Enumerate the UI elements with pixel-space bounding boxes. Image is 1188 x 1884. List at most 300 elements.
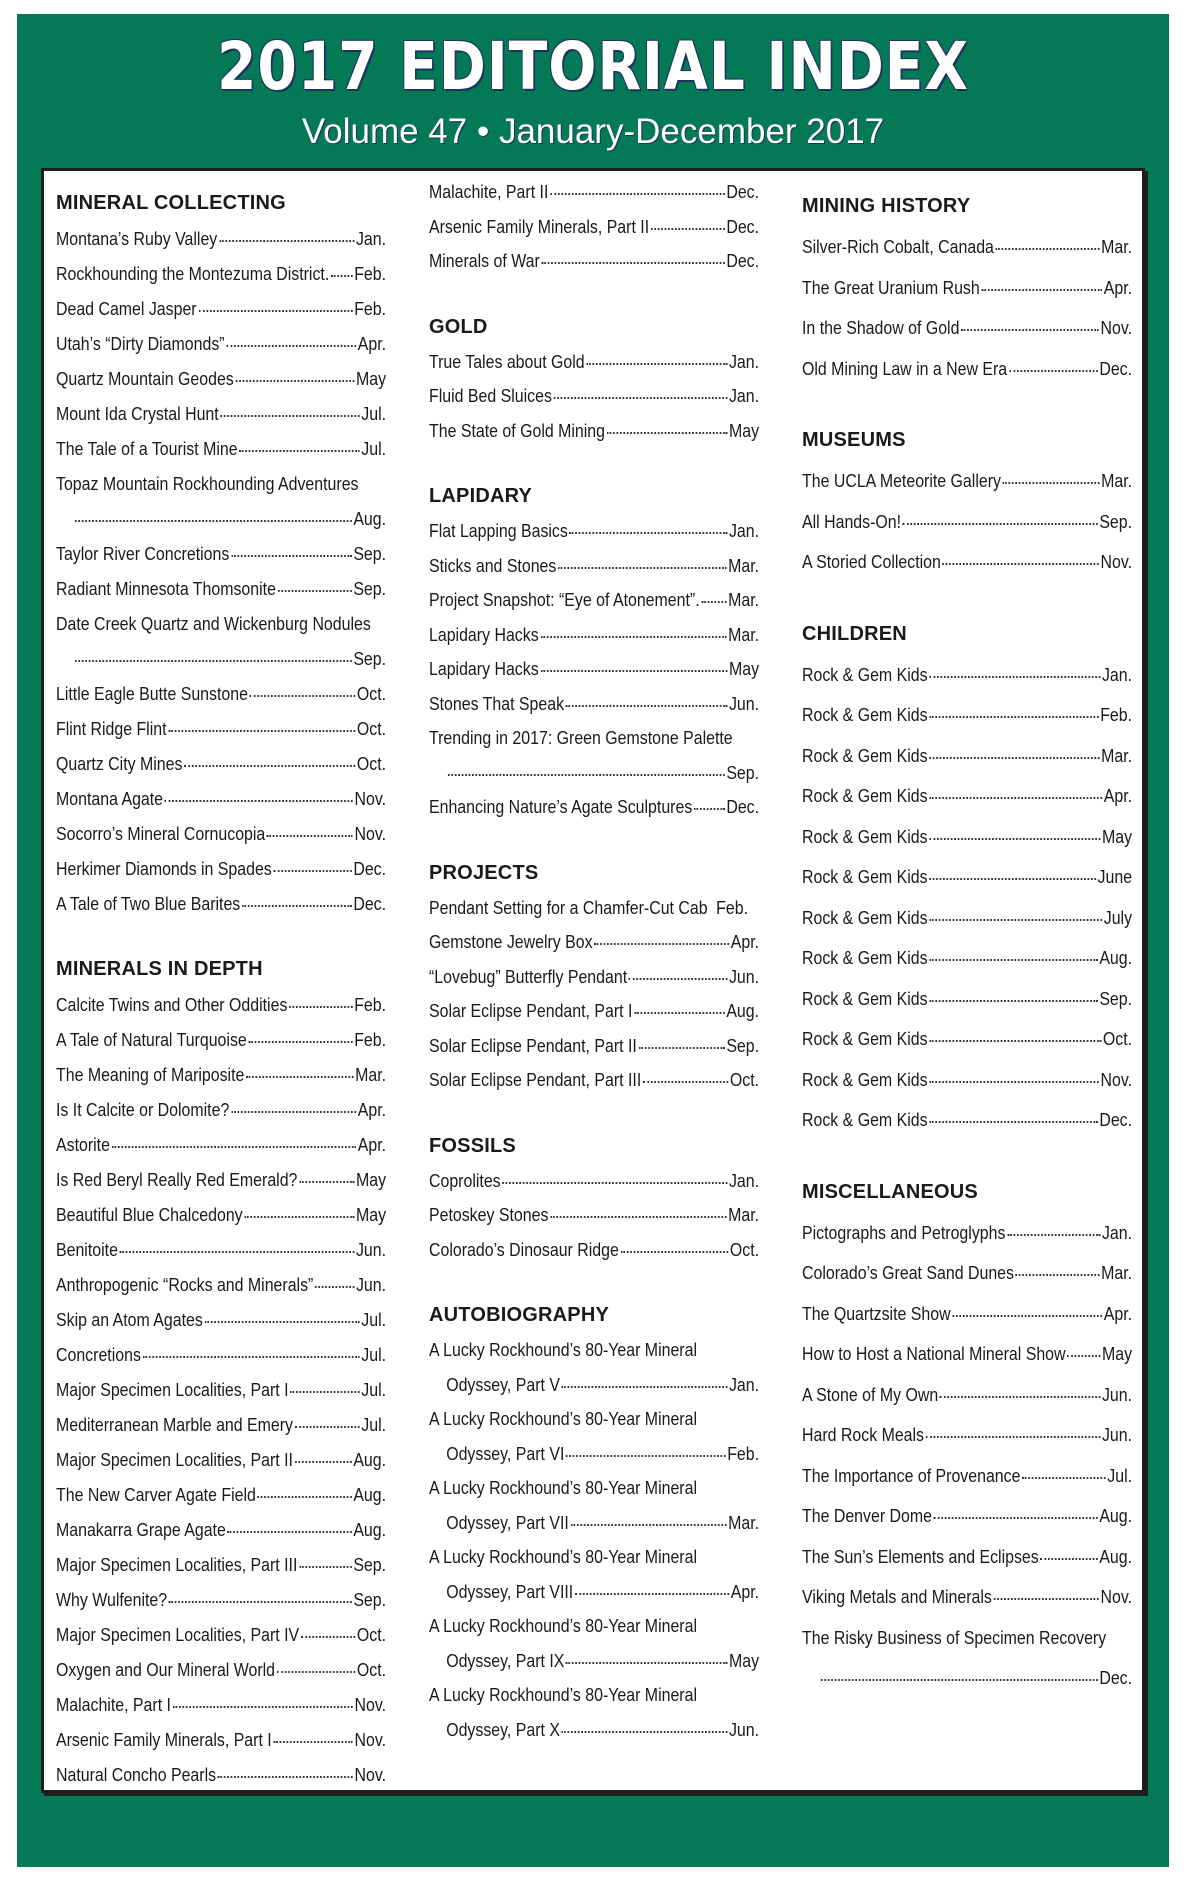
entry-title: Rock & Gem Kids <box>802 1109 928 1130</box>
entry-title: Old Mining Law in a New Era <box>802 357 1008 379</box>
index-section <box>429 175 759 279</box>
entry-title: A Lucky Rockhound’s 80-Year Mineral <box>429 1546 697 1567</box>
entry-month: Oct. <box>729 1238 760 1260</box>
dot-leader <box>629 978 727 980</box>
dot-leader <box>952 1315 1102 1317</box>
section-heading: MINERAL COLLECTING <box>56 192 286 214</box>
entry-month: Oct. <box>356 683 387 704</box>
index-entry <box>429 379 759 414</box>
entry-month: Nov. <box>354 1764 387 1785</box>
entry-title-continued: Odyssey, Part IX <box>446 1649 565 1671</box>
index-entry <box>56 987 386 1022</box>
dot-leader <box>934 1517 1098 1519</box>
entry-month: Jun. <box>728 692 760 714</box>
dot-leader <box>694 808 725 810</box>
index-entry <box>429 994 759 1029</box>
entry-title: Fluid Bed Sluices <box>429 385 552 406</box>
dot-leader <box>929 1040 1101 1042</box>
index-column-2 <box>429 175 759 1777</box>
index-entry <box>429 1368 759 1403</box>
entry-title: A Lucky Rockhound’s 80-Year Mineral <box>429 1339 697 1360</box>
dot-leader <box>929 1000 1097 1002</box>
entry-title: A Stone of My Own <box>802 1383 939 1405</box>
dot-leader <box>218 1776 353 1778</box>
entry-month: Feb. <box>354 298 387 319</box>
index-entry <box>429 1063 759 1098</box>
index-panel <box>17 14 1169 1867</box>
entry-month: Nov. <box>354 1729 387 1750</box>
entry-title: Gemstone Jewelry Box <box>429 931 593 952</box>
entry-title-continued: Odyssey, Part VIII <box>446 1580 574 1602</box>
entry-title: Viking Metals and Minerals <box>802 1586 992 1607</box>
index-entry <box>802 1294 1132 1335</box>
index-column-1 <box>56 185 386 1822</box>
entry-month: Mar. <box>728 1204 760 1225</box>
entry-month: Feb. <box>354 1029 387 1050</box>
entry-month: Apr. <box>357 1099 387 1120</box>
entry-month: Sep. <box>353 1554 387 1575</box>
dot-leader <box>929 757 1099 759</box>
entry-title: Rock & Gem Kids <box>802 906 928 928</box>
dot-leader <box>643 1081 728 1083</box>
entry-title: Flat Lapping Basics <box>429 520 568 541</box>
index-entry <box>802 1658 1132 1699</box>
index-entry <box>429 244 759 279</box>
dot-leader <box>540 670 727 672</box>
entry-title: Taylor River Concretions <box>56 543 230 564</box>
dot-leader <box>239 450 359 452</box>
entry-title: Arsenic Family Minerals, Part I <box>56 1729 272 1750</box>
entry-title: Calcite Twins and Other Oddities <box>56 994 288 1015</box>
index-section <box>429 1297 759 1747</box>
entry-title: Solar Eclipse Pendant, Part III <box>429 1069 642 1090</box>
dot-leader <box>634 1012 724 1014</box>
dot-leader <box>273 1741 352 1743</box>
dot-leader <box>550 193 725 195</box>
entry-title-continued: Odyssey, Part VII <box>446 1511 569 1533</box>
index-column-3 <box>802 185 1132 1729</box>
entry-month: Jul. <box>361 403 387 424</box>
index-entry <box>56 256 386 291</box>
entry-month: Jan. <box>728 350 760 372</box>
dot-leader <box>1022 1477 1105 1479</box>
entry-title: Pendant Setting for a Chamfer-Cut Cab <box>429 896 708 918</box>
index-entry <box>802 1100 1132 1141</box>
dot-leader <box>205 1321 360 1323</box>
dot-leader <box>575 1593 729 1595</box>
entry-month: Nov. <box>1100 1068 1133 1090</box>
entry-title: A Tale of Two Blue Barites <box>56 893 241 914</box>
entry-month: Mar. <box>1101 1262 1133 1283</box>
dot-leader <box>301 1636 355 1638</box>
entry-title: Mediterranean Marble and Emery <box>56 1414 293 1435</box>
entry-month: Apr. <box>357 333 387 354</box>
entry-month: Oct. <box>356 1659 387 1680</box>
entry-month: Sep. <box>1099 510 1133 532</box>
index-entry <box>429 345 759 380</box>
entry-title: Rock & Gem Kids <box>802 1068 928 1090</box>
entry-title: True Tales about Gold <box>429 350 585 372</box>
index-entry <box>56 1722 386 1757</box>
index-entry <box>429 1506 759 1541</box>
entry-month: Jun. <box>1101 1383 1133 1405</box>
entry-title: A Lucky Rockhound’s 80-Year Mineral <box>429 1408 697 1429</box>
entry-month: Jul. <box>361 438 387 459</box>
dot-leader <box>1067 1355 1100 1357</box>
entry-month: May <box>728 419 760 441</box>
entry-month: Aug. <box>1099 1545 1133 1567</box>
entry-month: Jun. <box>1101 1424 1133 1445</box>
dot-leader <box>926 1436 1101 1438</box>
entry-month: Oct. <box>356 753 387 774</box>
entry-title: Is Red Beryl Really Red Emerald? <box>56 1169 298 1190</box>
entry-title: Quartz Mountain Geodes <box>56 368 234 389</box>
entry-title-continued: Odyssey, Part VI <box>446 1442 565 1464</box>
entry-title: Colorado’s Dinosaur Ridge <box>429 1238 619 1260</box>
index-entry <box>56 1232 386 1267</box>
entry-month: Jun. <box>355 1274 387 1295</box>
entry-month: Oct. <box>1102 1028 1133 1049</box>
entry-title: Hard Rock Meals <box>802 1424 925 1445</box>
index-entry <box>802 817 1132 858</box>
entry-title: Enhancing Nature’s Agate Sculptures <box>429 796 693 817</box>
dot-leader <box>250 695 355 697</box>
entry-month: Aug. <box>1099 1505 1133 1526</box>
index-entry <box>56 711 386 746</box>
entry-title: Herkimer Diamonds in Spades <box>56 858 272 879</box>
dot-leader <box>929 1121 1097 1123</box>
entry-title: Why Wulfenite? <box>56 1589 168 1610</box>
entry-month: Sep. <box>726 761 760 783</box>
entry-month: Apr. <box>730 1580 760 1602</box>
dot-leader <box>929 878 1096 880</box>
dot-leader <box>929 676 1100 678</box>
dot-leader <box>242 905 352 907</box>
entry-title: Anthropogenic “Rocks and Minerals” <box>56 1274 314 1295</box>
dot-leader <box>198 310 352 312</box>
dot-leader <box>929 959 1097 961</box>
index-entry <box>429 925 759 960</box>
index-entry <box>56 851 386 886</box>
index-entry <box>802 349 1132 390</box>
index-entry <box>429 891 759 926</box>
dot-leader <box>940 1396 1100 1398</box>
entry-month: Mar. <box>1101 470 1133 491</box>
entry-title: Little Eagle Butte Sunstone <box>56 683 248 704</box>
entry-month: Sep. <box>353 543 387 564</box>
entry-month: Mar. <box>728 554 760 576</box>
entry-title: The Importance of Provenance <box>802 1464 1021 1486</box>
index-entry <box>56 326 386 361</box>
entry-title: Lapidary Hacks <box>429 623 539 645</box>
entry-title: Rock & Gem Kids <box>802 704 928 725</box>
dot-leader <box>448 774 725 776</box>
entry-title: Topaz Mountain Rockhounding Adventures <box>56 473 359 494</box>
entry-month: Aug. <box>353 1484 387 1505</box>
entry-title: Rock & Gem Kids <box>802 866 928 887</box>
index-entry <box>802 1213 1132 1254</box>
entry-month: Jan. <box>728 1169 760 1191</box>
index-entry <box>802 1253 1132 1294</box>
entry-month: Mar. <box>728 1511 760 1533</box>
index-entry <box>56 1302 386 1337</box>
section-heading: LAPIDARY <box>429 485 533 507</box>
dot-leader <box>168 730 355 732</box>
index-entry <box>802 1060 1132 1101</box>
index-entry <box>429 549 759 584</box>
index-content-box <box>41 168 1145 1793</box>
dot-leader <box>1016 1274 1100 1276</box>
dot-leader <box>1003 482 1100 484</box>
index-entry <box>802 1019 1132 1060</box>
entry-title: Project Snapshot: “Eye of Atonement”. <box>429 589 700 610</box>
entry-month: Oct. <box>356 718 387 739</box>
dot-leader <box>502 1182 727 1184</box>
index-entry <box>802 1375 1132 1416</box>
index-entry <box>802 542 1132 583</box>
dot-leader <box>639 1047 725 1049</box>
entry-month: Aug. <box>726 1000 760 1021</box>
index-entry <box>56 1442 386 1477</box>
index-entry <box>56 291 386 326</box>
index-entry <box>429 1164 759 1199</box>
dot-leader <box>929 716 1098 718</box>
index-entry <box>802 502 1132 543</box>
index-entry <box>429 1713 759 1748</box>
index-entry <box>56 781 386 816</box>
entry-month: Sep. <box>353 578 387 599</box>
entry-month: Jun. <box>728 1718 760 1740</box>
entry-title: Natural Concho Pearls <box>56 1764 217 1785</box>
entry-title: Major Specimen Localities, Part IV <box>56 1624 300 1645</box>
entry-month: Nov. <box>354 788 387 809</box>
entry-month: Aug. <box>353 1519 387 1540</box>
index-entry <box>56 1652 386 1687</box>
entry-month: Mar. <box>1101 236 1133 257</box>
index-entry <box>802 268 1132 309</box>
entry-title: Minerals of War <box>429 250 540 271</box>
dot-leader <box>169 1601 352 1603</box>
dot-leader <box>246 1076 353 1078</box>
section-heading: AUTOBIOGRAPHY <box>429 1304 610 1326</box>
index-entry <box>429 1437 759 1472</box>
index-entry <box>56 1267 386 1302</box>
entry-title: Astorite <box>56 1134 110 1155</box>
index-entry <box>802 695 1132 736</box>
entry-month: Oct. <box>729 1069 760 1090</box>
entry-title: Beautiful Blue Chalcedony <box>56 1204 243 1225</box>
entry-title: Rock & Gem Kids <box>802 663 928 685</box>
dot-leader <box>228 1531 352 1533</box>
index-entry <box>56 1617 386 1652</box>
index-entry <box>56 1687 386 1722</box>
index-section <box>429 309 759 449</box>
index-entry <box>802 736 1132 777</box>
index-entry <box>429 210 759 245</box>
entry-month: Jan. <box>728 520 760 541</box>
entry-month: May <box>728 1649 760 1671</box>
dot-leader <box>165 800 353 802</box>
dot-leader <box>586 363 727 365</box>
dot-leader <box>996 248 1100 250</box>
entry-month: Dec. <box>726 796 760 817</box>
dot-leader <box>566 1662 727 1664</box>
dot-leader <box>120 1251 355 1253</box>
entry-title: Rock & Gem Kids <box>802 785 928 806</box>
index-entry <box>56 396 386 431</box>
entry-month: May <box>355 1169 387 1190</box>
entry-month: Mar. <box>1101 744 1133 766</box>
index-entry <box>56 1547 386 1582</box>
dot-leader <box>961 329 1099 331</box>
entry-title: The Quartzsite Show <box>802 1302 951 1324</box>
section-heading: MISCELLANEOUS <box>802 1180 978 1203</box>
entry-title: Major Specimen Localities, Part III <box>56 1554 298 1575</box>
page-title: 2017 EDITORIAL INDEX <box>217 28 969 105</box>
dot-leader <box>220 415 359 417</box>
entry-month: Feb. <box>1100 704 1133 725</box>
entry-title: Montana’s Ruby Valley <box>56 228 218 249</box>
index-section <box>429 855 759 1098</box>
index-entry <box>56 1092 386 1127</box>
entry-title: A Tale of Natural Turquoise <box>56 1029 247 1050</box>
entry-month: Dec. <box>1099 1667 1133 1688</box>
entry-title: Flint Ridge Flint <box>56 718 167 739</box>
entry-title-continued: Odyssey, Part V <box>446 1373 560 1395</box>
entry-title-continued: Odyssey, Part X <box>446 1718 560 1740</box>
entry-title: Major Specimen Localities, Part I <box>56 1379 289 1400</box>
index-entry <box>429 1198 759 1233</box>
entry-title: The Risky Business of Specimen Recovery <box>802 1626 1107 1648</box>
index-entry <box>802 898 1132 939</box>
dot-leader <box>554 397 728 399</box>
dot-leader <box>231 1111 356 1113</box>
index-section <box>429 478 759 825</box>
index-entry <box>429 687 759 722</box>
entry-month: Apr. <box>1103 276 1133 298</box>
entry-month: Jul. <box>361 1344 387 1365</box>
entry-title: Colorado’s Great Sand Dunes <box>802 1262 1014 1283</box>
entry-title: Lapidary Hacks <box>429 658 539 679</box>
index-entry <box>429 1575 759 1610</box>
entry-month: Apr. <box>730 931 760 952</box>
index-entry <box>802 461 1132 502</box>
entry-title: Rockhounding the Montezuma District. <box>56 263 330 284</box>
index-entry <box>802 1496 1132 1537</box>
entry-title: Pictographs and Petroglyphs <box>802 1221 1006 1243</box>
entry-title: Malachite, Part I <box>56 1694 171 1715</box>
dot-leader <box>981 289 1102 291</box>
entry-month: July <box>1103 906 1133 928</box>
entry-title: Date Creek Quartz and Wickenburg Nodules <box>56 613 371 634</box>
index-section <box>56 951 386 1792</box>
index-entry <box>56 1407 386 1442</box>
entry-title: Trending in 2017: Green Gemstone Palette <box>429 727 733 748</box>
entry-month: Jul. <box>361 1414 387 1435</box>
entry-month: Sep. <box>1099 987 1133 1009</box>
entry-title: In the Shadow of Gold <box>802 317 960 338</box>
entry-title: The State of Gold Mining <box>429 419 605 441</box>
dot-leader <box>929 838 1100 840</box>
dot-leader <box>277 1671 355 1673</box>
entry-month: Dec. <box>353 858 387 879</box>
entry-month: Jan. <box>728 385 760 406</box>
entry-title: Silver-Rich Cobalt, Canada <box>802 236 994 257</box>
index-entry <box>56 676 386 711</box>
index-entry <box>802 1415 1132 1456</box>
entry-title: The Meaning of Mariposite <box>56 1064 245 1085</box>
entry-title: Rock & Gem Kids <box>802 947 928 968</box>
index-entry <box>56 1477 386 1512</box>
entry-title: How to Host a National Mineral Show <box>802 1343 1066 1364</box>
index-entry <box>429 960 759 995</box>
entry-month: Jul. <box>1107 1464 1133 1486</box>
entry-month: Nov. <box>354 823 387 844</box>
dot-leader <box>226 345 356 347</box>
entry-month: May <box>1101 1343 1133 1364</box>
entry-month: Dec. <box>1099 357 1133 379</box>
dot-leader <box>929 1081 1099 1083</box>
entry-title: Socorro’s Mineral Cornucopia <box>56 823 266 844</box>
dot-leader <box>566 1455 725 1457</box>
entry-title: The Great Uranium Rush <box>802 276 980 298</box>
entry-title: Solar Eclipse Pendant, Part II <box>429 1034 637 1056</box>
entry-title: A Lucky Rockhound’s 80-Year Mineral <box>429 1477 697 1498</box>
dot-leader <box>299 1181 354 1183</box>
entry-title: All Hands-On! <box>802 510 902 532</box>
entry-month: Dec. <box>353 893 387 914</box>
dot-leader <box>267 835 353 837</box>
dot-leader <box>903 523 1098 525</box>
entry-month: May <box>728 658 760 679</box>
dot-leader <box>289 1006 352 1008</box>
index-entry <box>802 938 1132 979</box>
index-entry <box>429 1029 759 1064</box>
dot-leader <box>1009 370 1098 372</box>
dot-leader <box>943 563 1099 565</box>
entry-title: Major Specimen Localities, Part II <box>56 1449 293 1470</box>
dot-leader <box>562 1731 728 1733</box>
entry-month: June <box>1097 866 1133 887</box>
index-entry <box>56 501 386 536</box>
section-heading: PROJECTS <box>429 861 539 884</box>
entry-month: Dec. <box>726 181 760 202</box>
index-entry <box>56 571 386 606</box>
index-entry <box>802 1537 1132 1578</box>
entry-month: May <box>355 368 387 389</box>
entry-title: Manakarra Grape Agate <box>56 1519 226 1540</box>
entry-month: Jun. <box>355 1239 387 1260</box>
page-subtitle: Volume 47 • January-December 2017 <box>301 112 885 151</box>
entry-title: Rock & Gem Kids <box>802 744 928 766</box>
entry-title: The UCLA Meteorite Gallery <box>802 470 1001 491</box>
entry-title: Utah’s “Dirty Diamonds” <box>56 333 225 354</box>
index-entry <box>56 1337 386 1372</box>
entry-month: Apr. <box>357 1134 387 1155</box>
dot-leader <box>607 432 728 434</box>
section-heading: MUSEUMS <box>802 429 906 451</box>
index-entry <box>56 1372 386 1407</box>
dot-leader <box>75 660 352 662</box>
index-entry <box>56 1127 386 1162</box>
entry-month: Jul. <box>361 1309 387 1330</box>
index-section <box>802 1171 1132 1699</box>
index-entry <box>56 746 386 781</box>
index-entry <box>802 1577 1132 1618</box>
entry-month: Jan. <box>1101 1221 1133 1243</box>
dot-leader <box>244 1216 354 1218</box>
index-entry <box>802 1334 1132 1375</box>
